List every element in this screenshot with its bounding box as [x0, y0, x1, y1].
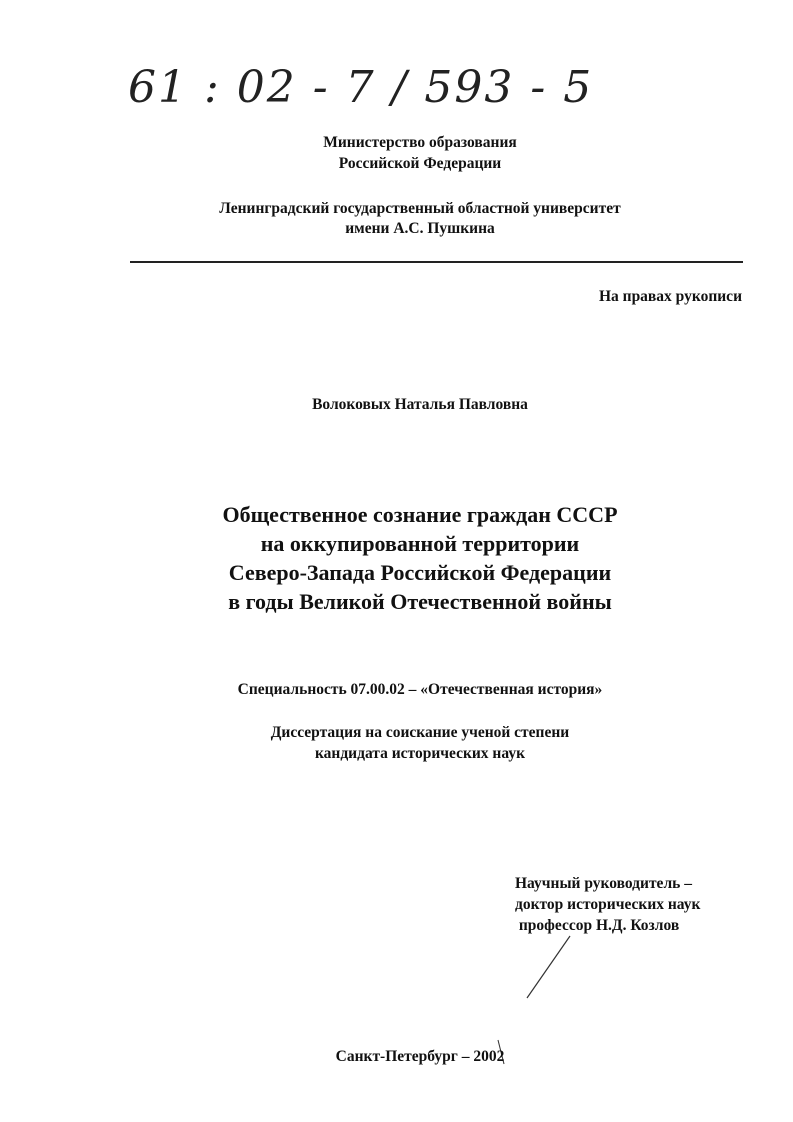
title-line-2: на оккупированной территории [260, 531, 580, 556]
university-line-2: имени А.С. Пушкина [345, 220, 495, 237]
university-line-1: Ленинградский государственный областной университет [219, 200, 621, 217]
handwritten-code: 61 : 02 - 7 / 593 - 5 [128, 62, 594, 113]
dissertation-line-1: Диссертация на соискание ученой степени [270, 724, 570, 741]
supervisor-line-2: доктор исторических наук [515, 896, 701, 913]
supervisor-line-1: Научный руководитель – [515, 875, 692, 892]
title-line-1: Общественное сознание граждан СССР [222, 502, 618, 527]
manuscript-rights: На правах рукописи [598, 288, 742, 305]
dissertation-line-2: кандидата исторических наук [314, 745, 526, 762]
supervisor-line-3: профессор Н.Д. Козлов [515, 917, 680, 934]
specialty: Специальность 07.00.02 – «Отечественная история» [237, 681, 603, 698]
title-line-3: Северо-Запада Российской Федерации [228, 560, 612, 585]
title-line-4: в годы Великой Отечественной войны [228, 589, 612, 614]
ministry-line-1: Министерство образования [323, 134, 517, 151]
ministry-line-2: Российской Федерации [338, 155, 502, 172]
city-year: Санкт-Петербург – 2002 [335, 1048, 505, 1065]
author-name: Волоковых Наталья Павловна [312, 396, 528, 413]
